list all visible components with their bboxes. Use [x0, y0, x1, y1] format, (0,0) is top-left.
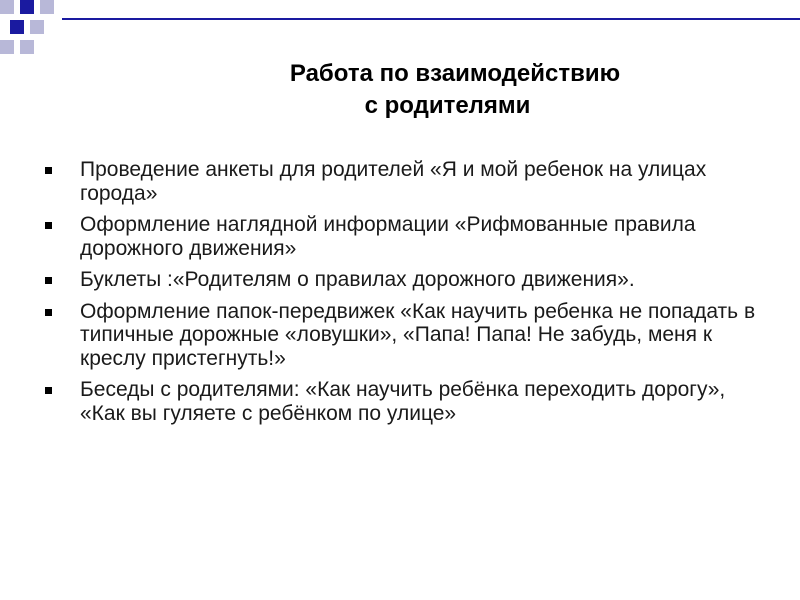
square-bullet-icon	[45, 309, 52, 316]
bullet-text: Буклеты :«Родителям о правилах дорожного движения».	[80, 268, 635, 291]
square-bullet-icon	[45, 167, 52, 174]
square-bullet-icon	[45, 277, 52, 284]
corner-decoration	[0, 0, 70, 60]
bullet-item	[40, 158, 760, 205]
bullet-item	[40, 213, 760, 260]
square-bullet-icon	[45, 222, 52, 229]
title-line-1: Работа по взаимодействию	[289, 60, 621, 87]
bullet-item	[40, 268, 760, 292]
bullet-text: Оформление папок-передвижек «Как научить ребенка не попадать в типичные дорожные «ловушки», «Папа! Папа! Не забудь, меня к креслу пристегнуть!»	[80, 299, 756, 370]
bullet-text: Оформление наглядной информации «Рифмованные правила дорожного движения»	[80, 213, 696, 260]
bullet-text: Проведение анкеты для родителей «Я и мой ребенок на улицах города»	[80, 158, 707, 205]
bullet-text: Беседы с родителями: «Как научить ребёнка переходить дорогу», «Как вы гуляете с ребёнком по улице»	[80, 378, 726, 425]
bullet-list	[40, 158, 760, 433]
square-bullet-icon	[45, 387, 52, 394]
bullet-item	[40, 378, 760, 425]
bullet-item	[40, 300, 760, 371]
slide-title	[0, 58, 800, 122]
top-rule	[62, 18, 800, 20]
title-line-2: с родителями	[364, 92, 531, 119]
